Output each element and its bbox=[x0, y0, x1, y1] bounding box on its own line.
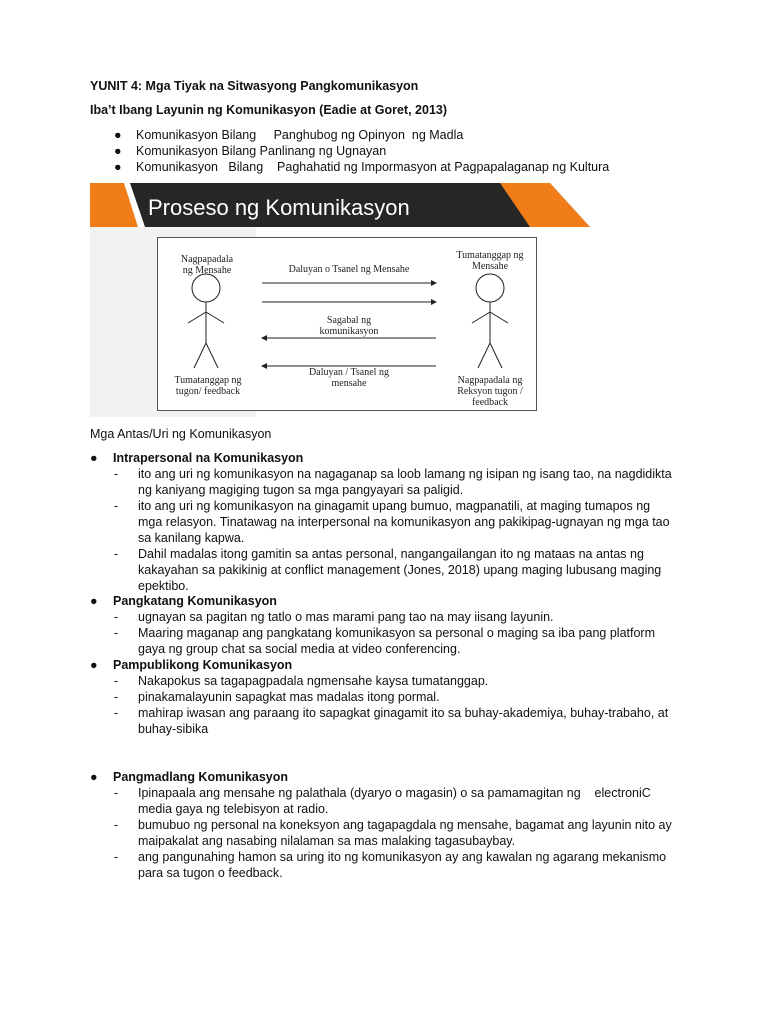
arrow-message-label: Daluyan o Tsanel ng Mensahe bbox=[288, 264, 410, 275]
process-banner bbox=[90, 183, 590, 227]
bullet-icon: ● bbox=[90, 770, 98, 784]
bullet-icon: ● bbox=[114, 160, 122, 174]
list-item bbox=[90, 159, 609, 175]
bullet-icon: ● bbox=[114, 144, 122, 158]
section-pampublikong bbox=[90, 657, 690, 737]
dash-icon: - bbox=[114, 706, 119, 720]
section-pangmadlang bbox=[90, 769, 690, 881]
communication-diagram bbox=[157, 237, 537, 411]
sender-feedback-label: Tumatanggap ng tugon/ feedback bbox=[174, 375, 242, 397]
list-item: - ito ang uri ng komunikasyon na nagaganap sa loob lamang ng isipan ng isang tao, na nagdidikta ng kaniyang magiging tugon sa mga pangyayari sa paligid. bbox=[114, 467, 672, 497]
section-title: ● Pampublikong Komunikasyon bbox=[90, 658, 293, 672]
bullet-icon: ● bbox=[90, 658, 98, 672]
dash-icon: - bbox=[114, 610, 119, 624]
list-item: - mahirap iwasan ang paraang ito sapagkat ginagamit ito sa buhay-akademiya, buhay-trabaho, at buhay-sibika bbox=[114, 706, 669, 736]
dash-icon: - bbox=[114, 547, 119, 561]
section-intrapersonal bbox=[90, 450, 690, 594]
list-item: - ugnayan sa pagitan ng tatlo o mas marami pang tao na may iisang layunin. bbox=[114, 610, 554, 624]
list-item bbox=[90, 143, 609, 159]
receiver-feedback-label: Nagpapadala ng Reksyon tugon / feedback bbox=[457, 375, 523, 408]
purposes-list bbox=[90, 127, 609, 175]
list-item-text: Komunikasyon Bilang Panghubog ng Opinyon ng Madla bbox=[136, 128, 464, 142]
arrow-noise-label: Sagabal ng komunikasyon bbox=[319, 315, 379, 337]
dash-icon: - bbox=[114, 818, 119, 832]
arrow-feedback-label: Daluyan / Tsanel ng mensahe bbox=[309, 367, 389, 389]
list-item: - Dahil madalas itong gamitin sa antas personal, nangangailangan ito ng mataas na antas ng kakayahan sa pakikinig at conflict management (Jones, 2018) upang maging lubusang maging epektibo. bbox=[114, 547, 662, 593]
list-item-text: Komunikasyon Bilang Paghahatid ng Impormasyon at Pagpapalaganap ng Kultura bbox=[136, 160, 610, 174]
list-item: - Maaring maganap ang pangkatang komunikasyon sa personal o maging sa iba pang platform gaya ng group chat sa social media at video conferencing. bbox=[114, 626, 655, 656]
list-item: - Ipinapaala ang mensahe ng palathala (dyaryo o magasin) o sa pamamagitan ng electroniC media gaya ng telebisyon at radio. bbox=[114, 786, 651, 816]
purposes-title: Iba’t Ibang Layunin ng Komunikasyon (Eadie at Goret, 2013) bbox=[90, 103, 448, 117]
list-item: - pinakamalayunin sapagkat mas madalas itong pormal. bbox=[114, 690, 440, 704]
unit-title: YUNIT 4: Mga Tiyak na Sitwasyong Pangkomunikasyon bbox=[90, 79, 419, 93]
dash-icon: - bbox=[114, 674, 119, 688]
dash-icon: - bbox=[114, 467, 119, 481]
bullet-icon: ● bbox=[90, 594, 98, 608]
list-item: - ito ang uri ng komunikasyon na ginagamit upang bumuo, magpanatili, at maging tumapos ng mga relasyon. Tinatawag na interpersonal na komunikasyon ang pakikipag-ugnayan ng mga tao sa kanilang kapwa. bbox=[114, 499, 670, 545]
list-item-text: Komunikasyon Bilang Panlinang ng Ugnayan bbox=[136, 144, 387, 158]
dash-icon: - bbox=[114, 850, 119, 864]
levels-title: Mga Antas/Uri ng Komunikasyon bbox=[90, 427, 272, 441]
banner-title: Proseso ng Komunikasyon bbox=[148, 195, 410, 220]
receiver-label: Tumatanggap ng Mensahe bbox=[456, 250, 524, 272]
dash-icon: - bbox=[114, 690, 119, 704]
sender-figure bbox=[188, 274, 224, 368]
section-title: ● Pangkatang Komunikasyon bbox=[90, 594, 277, 608]
section-title: ● Intrapersonal na Komunikasyon bbox=[90, 451, 304, 465]
section-pangkatang bbox=[90, 593, 690, 657]
list-item bbox=[90, 127, 609, 143]
dash-icon: - bbox=[114, 499, 119, 513]
section-title: ● Pangmadlang Komunikasyon bbox=[90, 770, 289, 784]
sender-label: Nagpapadala ng Mensahe bbox=[180, 254, 234, 276]
bullet-icon: ● bbox=[114, 128, 122, 142]
dash-icon: - bbox=[114, 786, 119, 800]
bullet-icon: ● bbox=[90, 451, 98, 465]
list-item: - ang pangunahing hamon sa uring ito ng komunikasyon ay ang kawalan ng agarang mekanismo para sa tugon o feedback. bbox=[114, 850, 667, 880]
list-item: - bumubuo ng personal na koneksyon ang tagapagdala ng mensahe, bagamat ang layunin nito ay maipakalat ang nasabing nilalaman sa mas malaking tagasubaybay. bbox=[114, 818, 672, 848]
receiver-figure bbox=[472, 274, 508, 368]
list-item: - Nakapokus sa tagapagpadala ngmensahe kaysa tumatanggap. bbox=[114, 674, 489, 688]
dash-icon: - bbox=[114, 626, 119, 640]
